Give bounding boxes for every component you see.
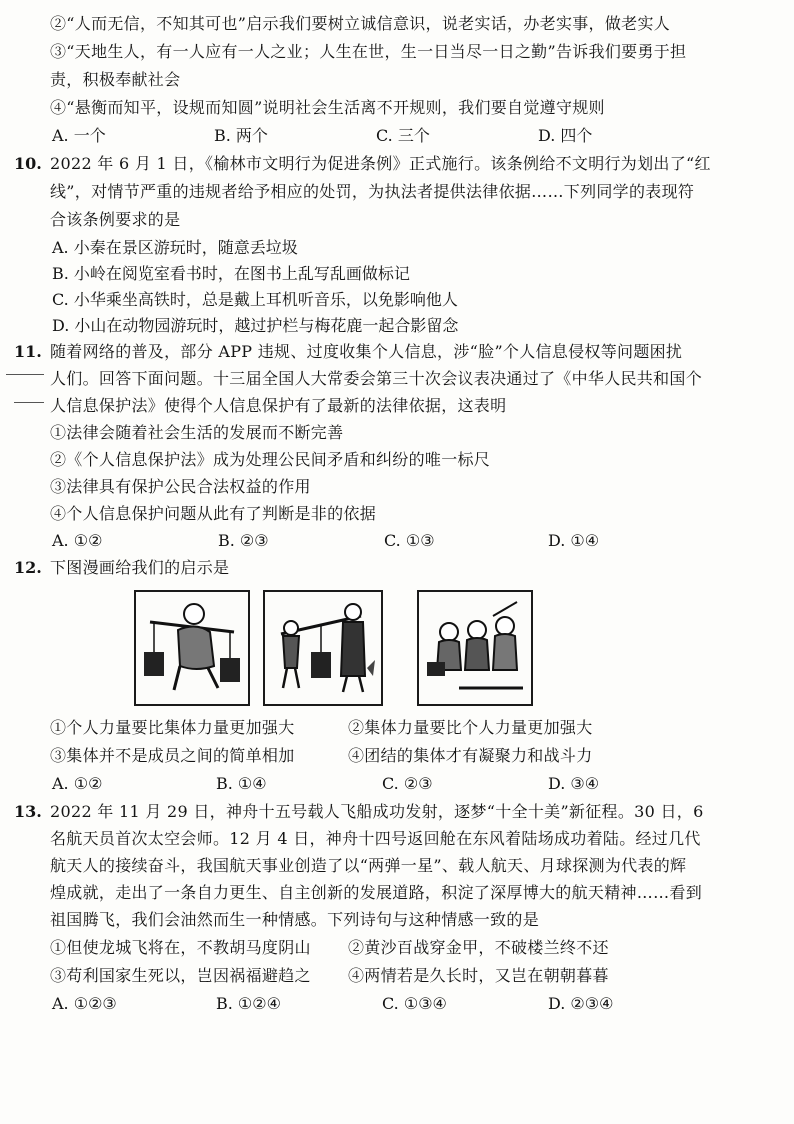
q12-stem: 下图漫画给我们的启示是 — [50, 558, 230, 577]
q11-option-b: B. ②③ — [218, 531, 269, 550]
q11-item-2: ②《个人信息保护法》成为处理公民间矛盾和纠纷的唯一标尺 — [50, 450, 491, 469]
q11-item-3: ③法律具有保护公民合法权益的作用 — [50, 477, 311, 496]
q13-item-4: ④两情若是久长时，又岂在朝朝暮暮 — [348, 966, 609, 985]
q11-option-d: D. ①④ — [548, 531, 600, 550]
q13-stem-line-3: 航天人的接续奋斗，我国航天事业创造了以“两弹一星”、载人航天、月球探测为代表的辉 — [50, 856, 687, 875]
q9-option-d: D. 四个 — [538, 126, 593, 145]
q10-option-c: C. 小华乘坐高铁时，总是戴上耳机听音乐，以免影响他人 — [52, 290, 458, 309]
q12-item-4: ④团结的集体才有凝聚力和战斗力 — [348, 746, 593, 765]
cartoon-panel-1 — [134, 590, 250, 706]
q12-option-b: B. ①④ — [216, 774, 267, 793]
scan-mark — [6, 374, 44, 375]
q11-number: 11. — [14, 342, 42, 361]
q13-stem-line-5: 祖国腾飞，我们会油然而生一种情感。下列诗句与这种情感一致的是 — [50, 910, 540, 929]
cartoon-panel-2 — [263, 590, 383, 706]
cartoon-three-sitting — [419, 592, 531, 704]
q11-stem-line-2: 人们。回答下面问题。十三届全国人大常委会第三十次会议表决通过了《中华人民共和国个 — [50, 369, 703, 388]
q11-option-a: A. ①② — [52, 531, 103, 550]
q11-item-4: ④个人信息保护问题从此有了判断是非的依据 — [50, 504, 377, 523]
q13-option-b: B. ①②④ — [216, 994, 281, 1013]
q11-item-1: ①法律会随着社会生活的发展而不断完善 — [50, 423, 344, 442]
q13-option-a: A. ①②③ — [52, 994, 117, 1013]
q13-stem-line-4: 煌成就，走出了一条自力更生、自主创新的发展道路，积淀了深厚博大的航天精神……看到 — [50, 883, 703, 902]
q9-item-3: ③“天地生人，有一人应有一人之业；人生在世，生一日当尽一日之勤”告诉我们要勇于担 — [50, 42, 687, 61]
q9-option-c: C. 三个 — [376, 126, 430, 145]
scan-mark — [14, 402, 44, 403]
q13-option-c: C. ①③④ — [382, 994, 447, 1013]
q12-option-d: D. ③④ — [548, 774, 600, 793]
q10-stem-line-3: 合该条例要求的是 — [50, 210, 181, 229]
q9-option-b: B. 两个 — [214, 126, 268, 145]
q13-number: 13. — [14, 802, 42, 821]
q13-item-2: ②黄沙百战穿金甲，不破楼兰终不还 — [348, 938, 609, 957]
q10-option-a: A. 小秦在景区游玩时，随意丢垃圾 — [52, 238, 298, 257]
q13-stem-line-2: 名航天员首次太空会师。12 月 4 日，神舟十四号返回舱在东风着陆场成功着陆。经过几代 — [50, 829, 701, 848]
q11-option-c: C. ①③ — [384, 531, 435, 550]
cartoon-two-carriers — [265, 592, 381, 704]
q12-item-1: ①个人力量要比集体力量更加强大 — [50, 718, 295, 737]
q12-option-c: C. ②③ — [382, 774, 433, 793]
q13-item-1: ①但使龙城飞将在，不教胡马度阴山 — [50, 938, 311, 957]
q10-stem-line-1: 2022 年 6 月 1 日，《榆林市文明行为促进条例》正式施行。该条例给不文明行为划出了“红 — [50, 154, 711, 173]
q12-item-3: ③集体并不是成员之间的简单相加 — [50, 746, 295, 765]
q11-stem-line-3: 人信息保护法》使得个人信息保护有了最新的法律依据，这表明 — [50, 396, 507, 415]
q11-stem-line-1: 随着网络的普及，部分 APP 违规、过度收集个人信息，涉“脸”个人信息侵权等问题困扰 — [50, 342, 683, 361]
q10-number: 10. — [14, 154, 42, 173]
cartoon-single-carrier — [136, 592, 248, 704]
q10-stem-line-2: 线”，对情节严重的违规者给予相应的处罚，为执法者提供法律依据……下列同学的表现符 — [50, 182, 695, 201]
q13-stem-line-1: 2022 年 11 月 29 日，神舟十五号载人飞船成功发射，逐梦“十全十美”新征程。30 日，6 — [50, 802, 704, 821]
q9-item-3-cont: 责，积极奉献社会 — [50, 70, 181, 89]
q10-option-d: D. 小山在动物园游玩时，越过护栏与梅花鹿一起合影留念 — [52, 316, 459, 335]
q9-option-a: A. 一个 — [52, 126, 106, 145]
q12-item-2: ②集体力量要比个人力量更加强大 — [348, 718, 593, 737]
q12-number: 12. — [14, 558, 42, 577]
q12-option-a: A. ①② — [52, 774, 103, 793]
q13-item-3: ③苟利国家生死以，岂因祸福避趋之 — [50, 966, 311, 985]
q10-option-b: B. 小岭在阅览室看书时，在图书上乱写乱画做标记 — [52, 264, 410, 283]
cartoon-panel-3 — [417, 590, 533, 706]
q13-option-d: D. ②③④ — [548, 994, 614, 1013]
q9-item-2: ②“人而无信，不知其可也”启示我们要树立诚信意识，说老实话，办老实事，做老实人 — [50, 14, 671, 33]
q9-item-4: ④“悬衡而知平，设规而知圆”说明社会生活离不开规则，我们要自觉遵守规则 — [50, 98, 605, 117]
